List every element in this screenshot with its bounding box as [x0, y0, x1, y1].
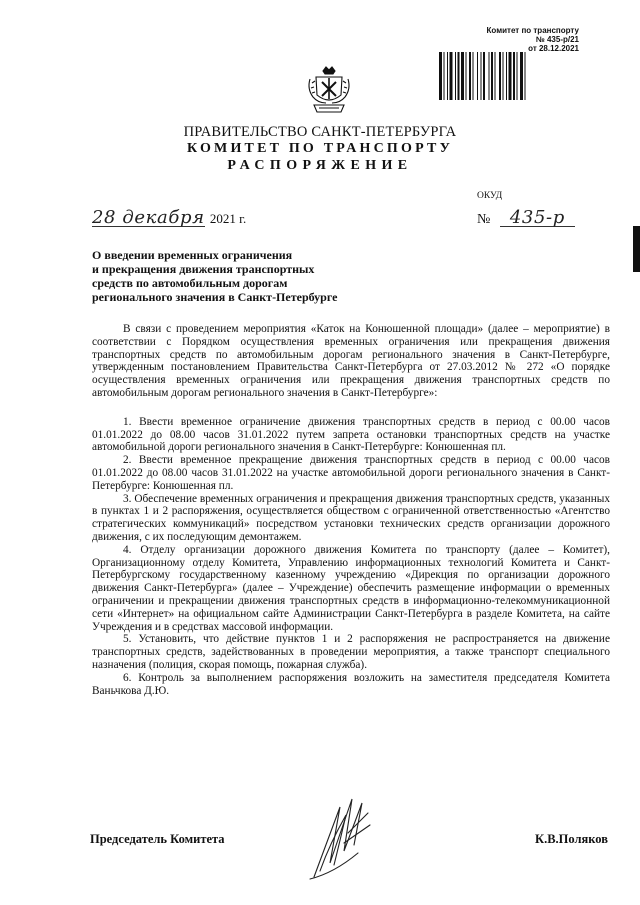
stamp-line-number: № 435-р/21 [535, 35, 579, 44]
handwritten-signature [300, 793, 390, 883]
committee-name: КОМИТЕТ ПО ТРАНСПОРТУ [186, 141, 454, 156]
okud-label: ОКУД [477, 191, 503, 201]
scan-edge-mark [633, 226, 640, 272]
signatory-name: К.В.Поляков [535, 832, 608, 846]
document-type: РАСПОРЯЖЕНИЕ [227, 158, 413, 173]
title-line: и прекращения движения транспортных [92, 262, 315, 276]
preamble-paragraph: В связи с проведением мероприятия «Каток на Конюшенной площади» (далее – мероприятие) в соответствии с Порядком осуществления временных ограничения или прекращения движения транспортных средств по автомобильным дорогам регионального значения в Санкт-Петербурге, утвержденным постановлением Правительства Санкт-Петербурга от 27.03.2012 № 272 «О порядке осуществления временных ограничения или прекращения движения транспортных средств по автомобильным дорогам регионального значения в Санкт-Петербурге»: [92, 323, 610, 399]
clause-paragraph: 4. Отделу организации дорожного движения Комитета по транспорту (далее – Комитет), Организационному отделу Комитета, Управлению информационных технологий Комитета и Санкт-Петербургскому государственному казенному учреждению «Дирекция по организации дорожного движения Санкт-Петербурга» (далее – Учреждение) обеспечить размещение информации о временных ограничении и прекращении движения транспортных средств в информационно-телекоммуникационной сети «Интернет» на официальном сайте Администрации Санкт-Петербурга в разделе Комитета, на сайте Учреждения и в средствах массовой информации. [92, 543, 610, 633]
document-date [92, 207, 247, 228]
coat-of-arms-emblem [306, 65, 352, 115]
title-line: О введении временных ограничения [92, 248, 293, 262]
handwritten-date: 28 декабря [92, 207, 205, 228]
barcode [439, 52, 579, 100]
stamp-line-organization: Комитет по транспорту [486, 26, 579, 35]
clause-paragraph: 1. Ввести временное ограничение движения транспортных средств в период с 00.00 часов 01.01.2022 до 08.00 часов 31.01.2022 путем запрета остановки транспортных средств на участке автомобильной дороги регионального значения в Санкт-Петербурге: Конюшенная пл. [92, 415, 610, 454]
document-body [92, 323, 610, 697]
title-line: средств по автомобильным дорогам [92, 276, 288, 290]
handwritten-number: 435-р [500, 210, 575, 227]
document-title [92, 248, 392, 304]
document-number [477, 207, 577, 228]
clause-paragraph: 2. Ввести временное прекращение движения транспортных средств в период с 00.00 часов 01.01.2022 до 08.00 часов 31.01.2022 на участке автомобильной дороги регионального значения в Санкт-Петербурге: Конюшенная пл. [92, 454, 610, 492]
clause-paragraph: 3. Обеспечение временных ограничения и прекращения движения транспортных средств, указанных в пунктах 1 и 2 распоряжения, осуществляется обществом с ограниченной ответственностью «Агентство стратегических коммуникаций» посредством установки технических средств организации дорожного движения, с их последующим демонтажем. [92, 492, 610, 543]
title-line: регионального значения в Санкт-Петербурге [92, 290, 338, 304]
signatory-position: Председатель Комитета [90, 832, 225, 846]
number-sign: № [477, 212, 491, 227]
date-year: 2021 г. [209, 211, 247, 226]
registration-stamp [459, 26, 579, 53]
government-name: ПРАВИТЕЛЬСТВО САНКТ-ПЕТЕРБУРГА [183, 124, 457, 140]
clause-paragraph: 6. Контроль за выполнением распоряжения возложить на заместителя председателя Комитета Ваньчкова Д.Ю. [92, 671, 610, 697]
stamp-line-date: от 28.12.2021 [528, 44, 579, 53]
clause-paragraph: 5. Установить, что действие пунктов 1 и 2 распоряжения не распространяется на движение транспортных средств, задействованных в проведении мероприятия, а также транспорт специального назначения (полиция, скорая помощь, пожарная служба). [92, 633, 610, 671]
